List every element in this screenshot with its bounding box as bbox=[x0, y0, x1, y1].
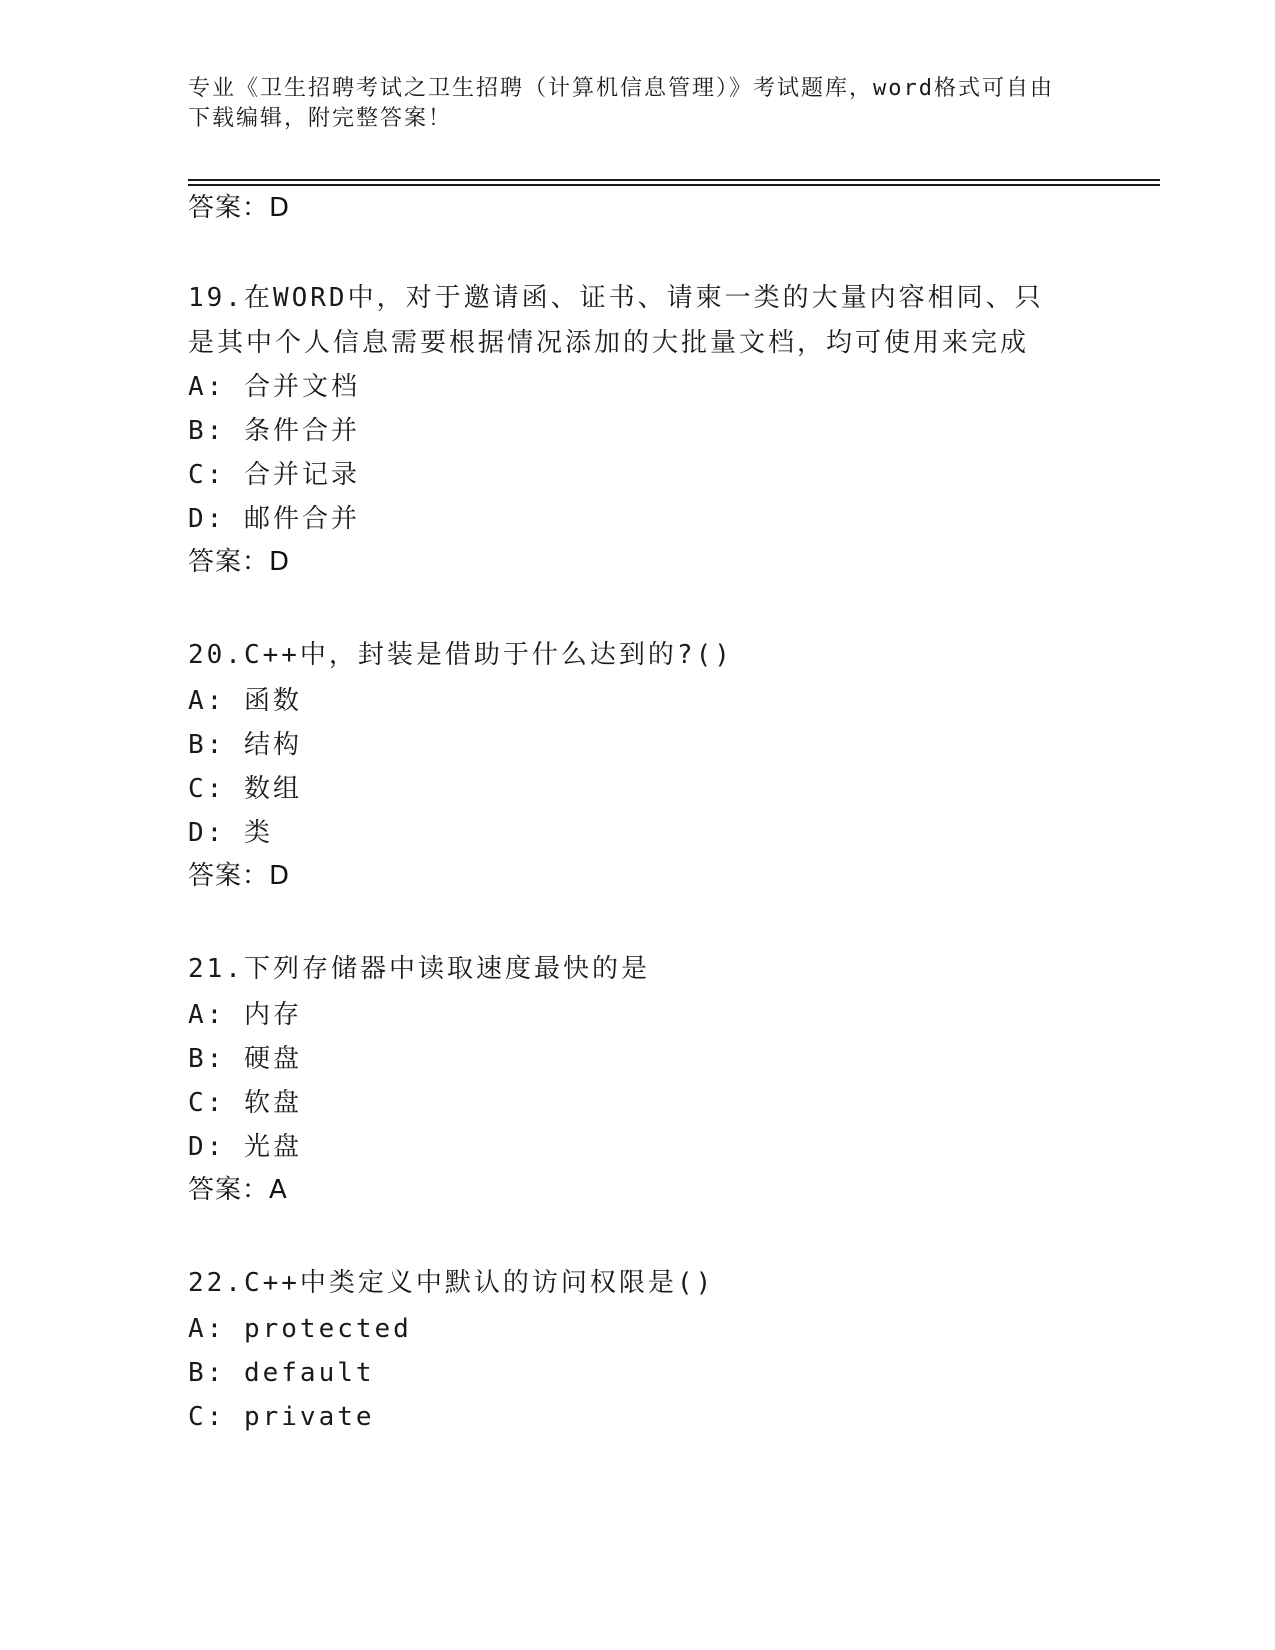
header-divider-bottom bbox=[188, 184, 1160, 186]
question-20-answer: 答案：D bbox=[188, 861, 291, 891]
question-21-option-b: B: 硬盘 bbox=[188, 1044, 302, 1074]
question-19-option-c: C: 合并记录 bbox=[188, 460, 360, 490]
question-19-option-d: D: 邮件合并 bbox=[188, 504, 360, 534]
question-20-text: 20.C++中，封装是借助于什么达到的?() bbox=[188, 640, 733, 670]
question-21-option-a: A: 内存 bbox=[188, 1000, 302, 1030]
question-19-option-b: B: 条件合并 bbox=[188, 416, 360, 446]
question-20-option-a: A: 函数 bbox=[188, 686, 302, 716]
question-19-option-a: A: 合并文档 bbox=[188, 372, 360, 402]
question-22-text: 22.C++中类定义中默认的访问权限是() bbox=[188, 1268, 715, 1298]
question-20-option-c: C: 数组 bbox=[188, 774, 302, 804]
question-19-text: 19.在WORD中，对于邀请函、证书、请柬一类的大量内容相同、只是其中个人信息需要根据情况添加的大批量文档，均可使用来完成 bbox=[188, 283, 1044, 358]
question-22-option-a: A: protected bbox=[188, 1314, 412, 1344]
question-21-answer: 答案：A bbox=[188, 1175, 288, 1205]
question-21-option-c: C: 软盘 bbox=[188, 1088, 302, 1118]
question-22-option-b: B: default bbox=[188, 1358, 375, 1388]
question-22-option-c: C: private bbox=[188, 1402, 375, 1432]
document-header: 专业《卫生招聘考试之卫生招聘（计算机信息管理）》考试题库，word格式可自由下载编辑，附完整答案！ bbox=[188, 76, 1054, 131]
question-19-answer: 答案：D bbox=[188, 547, 291, 577]
previous-answer: 答案：D bbox=[188, 193, 291, 223]
question-20-option-b: B: 结构 bbox=[188, 730, 302, 760]
question-21-option-d: D: 光盘 bbox=[188, 1132, 302, 1162]
header-divider-top bbox=[188, 179, 1160, 181]
question-21-text: 21.下列存储器中读取速度最快的是 bbox=[188, 954, 650, 984]
question-20-option-d: D: 类 bbox=[188, 818, 273, 848]
